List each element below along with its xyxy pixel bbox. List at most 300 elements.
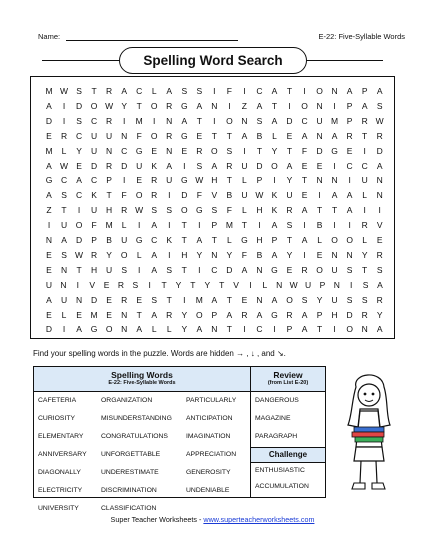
grid-letter[interactable]: N (331, 249, 338, 260)
grid-letter[interactable]: I (303, 249, 306, 260)
grid-letter[interactable]: E (136, 175, 143, 186)
grid-letter[interactable]: U (331, 294, 338, 305)
grid-letter[interactable]: R (121, 205, 128, 216)
grid-letter[interactable]: N (316, 130, 323, 141)
grid-letter[interactable]: S (361, 294, 368, 305)
grid-letter[interactable]: A (271, 115, 278, 126)
grid-letter[interactable]: S (286, 220, 293, 231)
grid-letter[interactable]: N (346, 249, 353, 260)
grid-letter[interactable]: A (196, 324, 203, 335)
grid-letter[interactable]: L (317, 235, 322, 245)
grid-letter[interactable]: H (256, 205, 263, 216)
grid-letter[interactable]: A (226, 309, 233, 320)
grid-letter[interactable]: Y (316, 294, 323, 305)
grid-letter[interactable]: I (243, 86, 246, 96)
grid-letter[interactable]: O (211, 145, 218, 156)
grid-letter[interactable]: T (286, 145, 293, 156)
grid-letter[interactable]: A (331, 190, 338, 201)
grid-letter[interactable]: B (106, 235, 112, 245)
grid-letter[interactable]: U (91, 205, 98, 216)
grid-letter[interactable]: N (60, 279, 67, 290)
grid-letter[interactable]: L (121, 220, 127, 231)
grid-letter[interactable]: A (241, 130, 248, 141)
grid-letter[interactable]: A (61, 235, 67, 245)
grid-letter[interactable]: R (361, 115, 368, 126)
grid-letter[interactable]: T (226, 294, 232, 305)
grid-letter[interactable]: I (273, 324, 276, 335)
grid-letter[interactable]: N (256, 294, 263, 305)
grid-letter[interactable]: A (76, 175, 82, 186)
grid-letter[interactable]: I (168, 249, 171, 260)
grid-letter[interactable]: C (136, 86, 143, 96)
grid-letter[interactable]: R (91, 249, 98, 260)
grid-letter[interactable]: S (76, 86, 82, 96)
grid-letter[interactable]: I (243, 145, 246, 156)
grid-letter[interactable]: U (166, 175, 173, 186)
grid-letter[interactable]: A (301, 235, 308, 245)
grid-letter[interactable]: S (196, 160, 203, 171)
grid-letter[interactable]: R (166, 100, 173, 111)
grid-letter[interactable]: A (151, 309, 158, 320)
grid-letter[interactable]: L (151, 86, 157, 96)
footer-link[interactable]: www.superteacherworksheets.com (203, 515, 315, 524)
grid-letter[interactable]: P (211, 309, 218, 320)
grid-letter[interactable]: A (211, 294, 218, 305)
grid-letter[interactable]: R (60, 130, 68, 141)
grid-letter[interactable]: Y (121, 100, 127, 111)
grid-letter[interactable]: I (228, 100, 231, 111)
grid-letter[interactable]: F (91, 220, 97, 231)
grid-letter[interactable]: E (196, 130, 203, 141)
grid-letter[interactable]: G (90, 324, 98, 335)
grid-letter[interactable]: C (91, 115, 98, 126)
grid-letter[interactable]: A (346, 190, 353, 201)
grid-letter[interactable]: I (333, 324, 336, 335)
grid-letter[interactable]: E (241, 294, 248, 305)
grid-letter[interactable]: I (62, 100, 66, 111)
grid-letter[interactable]: Y (376, 309, 383, 320)
grid-letter[interactable]: S (61, 249, 67, 260)
grid-letter[interactable]: D (75, 235, 83, 245)
grid-letter[interactable]: Y (76, 145, 82, 156)
grid-letter[interactable]: T (301, 175, 308, 186)
grid-letter[interactable]: C (75, 130, 83, 141)
grid-letter[interactable]: L (227, 235, 232, 245)
grid-letter[interactable]: T (136, 309, 142, 320)
grid-letter[interactable]: U (136, 160, 143, 171)
grid-letter[interactable]: D (376, 145, 383, 156)
grid-letter[interactable]: S (196, 86, 203, 96)
grid-letter[interactable]: T (106, 190, 112, 201)
grid-letter[interactable]: G (180, 130, 188, 141)
grid-letter[interactable]: Y (181, 324, 188, 335)
grid-letter[interactable]: N (121, 309, 128, 320)
grid-letter[interactable]: W (195, 175, 204, 186)
grid-letter[interactable]: A (136, 324, 143, 335)
grid-letter[interactable]: S (226, 145, 233, 156)
grid-letter[interactable]: P (91, 235, 97, 245)
grid-letter[interactable]: P (346, 100, 353, 111)
grid-letter[interactable]: C (361, 160, 368, 171)
grid-letter[interactable]: M (331, 115, 339, 126)
grid-letter[interactable]: Y (196, 249, 203, 260)
grid-letter[interactable]: I (303, 86, 306, 96)
grid-letter[interactable]: K (91, 190, 97, 201)
grid-letter[interactable]: I (333, 160, 336, 171)
grid-letter[interactable]: T (76, 264, 82, 275)
grid-letter[interactable]: N (121, 324, 128, 335)
grid-letter[interactable]: T (226, 130, 232, 141)
grid-letter[interactable]: O (316, 86, 323, 96)
grid-letter[interactable]: A (286, 160, 293, 171)
grid-letter[interactable]: C (256, 324, 263, 335)
grid-letter[interactable]: T (256, 145, 263, 156)
grid-letter[interactable]: I (213, 115, 216, 126)
grid-letter[interactable]: U (60, 294, 68, 305)
grid-letter[interactable]: D (91, 294, 98, 305)
grid-letter[interactable]: I (47, 220, 51, 231)
grid-letter[interactable]: N (333, 279, 340, 290)
grid-letter[interactable]: E (181, 145, 188, 156)
grid-letter[interactable]: R (376, 249, 383, 260)
grid-letter[interactable]: T (61, 205, 67, 216)
grid-letter[interactable]: N (166, 115, 173, 126)
grid-letter[interactable]: O (150, 130, 158, 141)
grid-letter[interactable]: I (62, 324, 66, 335)
grid-letter[interactable]: B (316, 220, 323, 231)
grid-letter[interactable]: V (89, 279, 95, 290)
grid-letter[interactable]: R (166, 130, 173, 141)
grid-letter[interactable]: L (362, 235, 368, 245)
grid-letter[interactable]: I (333, 100, 336, 111)
grid-letter[interactable]: O (120, 249, 128, 260)
grid-letter[interactable]: P (286, 324, 293, 335)
grid-letter[interactable]: S (346, 264, 353, 275)
grid-letter[interactable]: K (271, 205, 278, 216)
grid-letter[interactable]: G (180, 100, 188, 111)
grid-letter[interactable]: T (226, 324, 232, 335)
grid-letter[interactable]: V (376, 220, 383, 231)
grid-letter[interactable]: Y (175, 279, 182, 290)
grid-letter[interactable]: I (363, 205, 366, 216)
grid-letter[interactable]: I (273, 175, 276, 186)
grid-letter[interactable]: M (195, 294, 203, 305)
grid-letter[interactable]: P (256, 175, 263, 186)
grid-letter[interactable]: O (286, 294, 293, 305)
grid-letter[interactable]: I (333, 220, 336, 231)
grid-letter[interactable]: O (346, 324, 353, 335)
grid-letter[interactable]: R (376, 130, 383, 141)
grid-letter[interactable]: R (151, 175, 158, 186)
grid-letter[interactable]: O (346, 235, 353, 245)
grid-letter[interactable]: E (301, 190, 308, 201)
grid-letter[interactable]: T (166, 294, 172, 305)
grid-letter[interactable]: T (286, 86, 293, 96)
grid-letter[interactable]: I (168, 220, 171, 231)
grid-letter[interactable]: N (75, 294, 83, 305)
grid-letter[interactable]: C (211, 264, 218, 275)
grid-letter[interactable]: H (106, 205, 113, 216)
grid-letter[interactable]: U (60, 220, 68, 231)
grid-letter[interactable]: W (60, 86, 69, 96)
grid-letter[interactable]: I (350, 279, 353, 290)
grid-letter[interactable]: Y (271, 145, 278, 156)
grid-letter[interactable]: R (117, 279, 125, 290)
grid-letter[interactable]: G (271, 309, 278, 320)
grid-letter[interactable]: D (121, 160, 128, 171)
grid-letter[interactable]: N (316, 175, 323, 186)
grid-letter[interactable]: A (301, 205, 308, 216)
grid-letter[interactable]: P (319, 279, 326, 290)
grid-letter[interactable]: T (331, 205, 338, 216)
grid-letter[interactable]: E (151, 145, 158, 156)
grid-letter[interactable]: U (106, 130, 113, 141)
grid-letter[interactable]: E (46, 130, 52, 141)
grid-letter[interactable]: O (226, 115, 233, 126)
grid-letter[interactable]: Y (361, 249, 368, 260)
grid-letter[interactable]: O (331, 235, 338, 245)
grid-letter[interactable]: C (91, 175, 98, 186)
grid-letter[interactable]: H (331, 309, 338, 320)
grid-letter[interactable]: I (243, 324, 246, 335)
grid-letter[interactable]: S (76, 115, 82, 126)
grid-letter[interactable]: U (241, 190, 248, 201)
grid-letter[interactable]: U (91, 130, 98, 141)
grid-letter[interactable]: T (181, 264, 187, 275)
grid-letter[interactable]: R (241, 309, 248, 320)
grid-letter[interactable]: F (226, 86, 232, 96)
grid-letter[interactable]: A (361, 100, 368, 111)
grid-letter[interactable]: L (61, 145, 67, 156)
grid-letter[interactable]: A (271, 294, 278, 305)
grid-letter[interactable]: A (151, 220, 158, 231)
grid-letter[interactable]: E (136, 294, 143, 305)
grid-letter[interactable]: U (331, 264, 338, 275)
grid-letter[interactable]: S (301, 294, 308, 305)
grid-letter[interactable]: I (168, 190, 171, 201)
grid-letter[interactable]: W (255, 190, 264, 201)
grid-letter[interactable]: W (289, 279, 298, 290)
grid-letter[interactable]: I (249, 279, 252, 290)
grid-letter[interactable]: L (151, 324, 157, 335)
grid-letter[interactable]: Y (204, 279, 211, 290)
grid-letter[interactable]: U (316, 115, 323, 126)
grid-letter[interactable]: I (378, 205, 381, 216)
grid-letter[interactable]: I (363, 145, 366, 156)
grid-letter[interactable]: Z (241, 100, 247, 111)
grid-letter[interactable]: A (271, 86, 278, 96)
grid-letter[interactable]: A (256, 309, 263, 320)
grid-letter[interactable]: Y (226, 249, 233, 260)
grid-letter[interactable]: L (136, 249, 142, 260)
grid-letter[interactable]: H (91, 264, 98, 275)
grid-letter[interactable]: B (226, 190, 233, 201)
grid-letter[interactable]: M (105, 220, 113, 231)
grid-letter[interactable]: P (316, 309, 323, 320)
grid-letter[interactable]: F (241, 249, 247, 260)
grid-letter[interactable]: I (288, 100, 291, 111)
grid-letter[interactable]: W (105, 100, 114, 111)
grid-letter[interactable]: R (226, 160, 233, 171)
grid-letter[interactable]: A (181, 115, 188, 126)
grid-letter[interactable]: A (376, 86, 383, 96)
grid-letter[interactable]: A (301, 324, 308, 335)
grid-letter[interactable]: H (211, 175, 218, 186)
grid-letter[interactable]: E (103, 279, 110, 290)
grid-letter[interactable]: L (362, 190, 368, 201)
grid-letter[interactable]: A (211, 160, 218, 171)
grid-letter[interactable]: A (166, 160, 173, 171)
grid-letter[interactable]: U (121, 235, 128, 245)
grid-letter[interactable]: O (75, 220, 83, 231)
grid-letter[interactable]: S (166, 264, 173, 275)
grid-letter[interactable]: W (135, 205, 144, 216)
grid-letter[interactable]: E (316, 160, 323, 171)
grid-letter[interactable]: N (121, 130, 128, 141)
grid-letter[interactable]: A (46, 100, 52, 111)
grid-letter[interactable]: G (196, 205, 203, 216)
grid-letter[interactable]: L (272, 130, 277, 141)
grid-letter[interactable]: Y (286, 175, 293, 186)
grid-letter[interactable]: A (151, 249, 158, 260)
grid-letter[interactable]: N (256, 264, 263, 275)
grid-letter[interactable]: Y (181, 309, 188, 320)
grid-letter[interactable]: V (233, 279, 239, 290)
grid-letter[interactable]: G (135, 235, 143, 245)
grid-letter[interactable]: N (106, 145, 113, 156)
grid-letter[interactable]: I (198, 264, 201, 275)
grid-letter[interactable]: S (61, 190, 67, 201)
grid-letter[interactable]: D (181, 190, 188, 201)
grid-letter[interactable]: T (241, 220, 247, 231)
grid-letter[interactable]: R (106, 86, 113, 96)
grid-letter[interactable]: S (132, 279, 139, 290)
grid-letter[interactable]: S (151, 294, 158, 305)
grid-letter[interactable]: O (301, 100, 308, 111)
grid-letter[interactable]: R (376, 294, 383, 305)
grid-letter[interactable]: S (346, 294, 353, 305)
grid-letter[interactable]: I (138, 220, 141, 231)
grid-letter[interactable]: E (301, 160, 308, 171)
grid-letter[interactable]: I (318, 190, 321, 201)
grid-letter[interactable]: A (46, 294, 52, 305)
grid-letter[interactable]: M (225, 220, 233, 231)
grid-letter[interactable]: A (301, 309, 308, 320)
grid-letter[interactable]: A (376, 160, 383, 171)
grid-letter[interactable]: B (256, 249, 263, 260)
grid-letter[interactable]: C (121, 145, 128, 156)
grid-letter[interactable]: A (346, 205, 353, 216)
grid-letter[interactable]: I (148, 279, 151, 290)
grid-letter[interactable]: T (316, 205, 323, 216)
grid-letter[interactable]: E (76, 309, 82, 320)
grid-letter[interactable]: I (62, 115, 66, 126)
grid-letter[interactable]: I (258, 220, 261, 231)
grid-letter[interactable]: P (271, 235, 278, 245)
grid-letter[interactable]: A (196, 100, 203, 111)
grid-letter[interactable]: O (135, 190, 143, 201)
grid-letter[interactable]: G (271, 264, 278, 275)
grid-letter[interactable]: U (106, 264, 113, 275)
grid-letter[interactable]: S (151, 205, 158, 216)
grid-letter[interactable]: O (316, 264, 323, 275)
grid-letter[interactable]: N (45, 235, 53, 245)
grid-letter[interactable]: L (242, 205, 247, 216)
grid-letter[interactable]: T (181, 235, 187, 245)
grid-letter[interactable]: D (91, 160, 98, 171)
grid-letter[interactable]: T (196, 115, 202, 126)
grid-letter[interactable]: O (271, 160, 278, 171)
grid-letter[interactable]: R (346, 130, 353, 141)
grid-letter[interactable]: R (121, 294, 128, 305)
grid-letter[interactable]: I (122, 115, 126, 126)
grid-letter[interactable]: N (331, 86, 338, 96)
grid-letter[interactable]: O (150, 100, 158, 111)
grid-letter[interactable]: W (60, 160, 69, 171)
grid-letter[interactable]: O (196, 309, 203, 320)
grid-letter[interactable]: P (361, 86, 368, 96)
grid-letter[interactable]: A (271, 220, 278, 231)
grid-letter[interactable]: I (198, 220, 201, 231)
grid-letter[interactable]: O (105, 324, 113, 335)
grid-letter[interactable]: A (46, 190, 52, 201)
grid-letter[interactable]: I (348, 220, 351, 231)
grid-letter[interactable]: T (226, 175, 232, 186)
grid-letter[interactable]: R (286, 309, 293, 320)
grid-letter[interactable]: G (241, 235, 248, 245)
grid-letter[interactable]: R (301, 264, 308, 275)
grid-letter[interactable]: B (256, 130, 263, 141)
grid-letter[interactable]: T (161, 279, 167, 290)
grid-letter[interactable]: S (256, 115, 263, 126)
grid-letter[interactable]: U (45, 279, 53, 290)
grid-letter[interactable]: N (276, 279, 283, 290)
grid-letter[interactable]: S (376, 264, 383, 275)
grid-letter[interactable]: E (46, 309, 52, 320)
grid-letter[interactable]: Z (46, 205, 52, 216)
grid-letter[interactable]: N (376, 190, 383, 201)
grid-letter[interactable]: T (271, 100, 278, 111)
grid-letter[interactable]: P (106, 175, 112, 186)
grid-letter[interactable]: T (316, 324, 323, 335)
grid-letter[interactable]: S (166, 205, 173, 216)
grid-letter[interactable]: N (241, 115, 248, 126)
grid-letter[interactable]: T (211, 235, 217, 245)
grid-letter[interactable]: R (106, 160, 113, 171)
grid-letter[interactable]: P (346, 115, 353, 126)
grid-letter[interactable]: A (271, 249, 278, 260)
grid-letter[interactable]: C (151, 235, 158, 245)
grid-letter[interactable]: A (256, 100, 263, 111)
grid-letter[interactable]: A (241, 264, 248, 275)
grid-letter[interactable]: R (151, 190, 158, 201)
grid-letter[interactable]: M (45, 86, 53, 96)
grid-letter[interactable]: I (76, 279, 79, 290)
grid-letter[interactable]: U (361, 175, 368, 186)
grid-letter[interactable]: T (181, 220, 187, 231)
grid-letter[interactable]: W (75, 249, 84, 260)
grid-letter[interactable]: I (213, 86, 216, 96)
grid-letter[interactable]: T (211, 130, 217, 141)
grid-letter[interactable]: I (303, 220, 306, 231)
grid-letter[interactable]: C (346, 160, 353, 171)
grid-letter[interactable]: R (166, 309, 173, 320)
grid-letter[interactable]: D (45, 324, 53, 335)
grid-letter[interactable]: D (75, 100, 83, 111)
grid-letter[interactable]: T (91, 86, 97, 96)
grid-letter[interactable]: C (60, 175, 68, 186)
grid-letter[interactable]: L (166, 324, 172, 335)
